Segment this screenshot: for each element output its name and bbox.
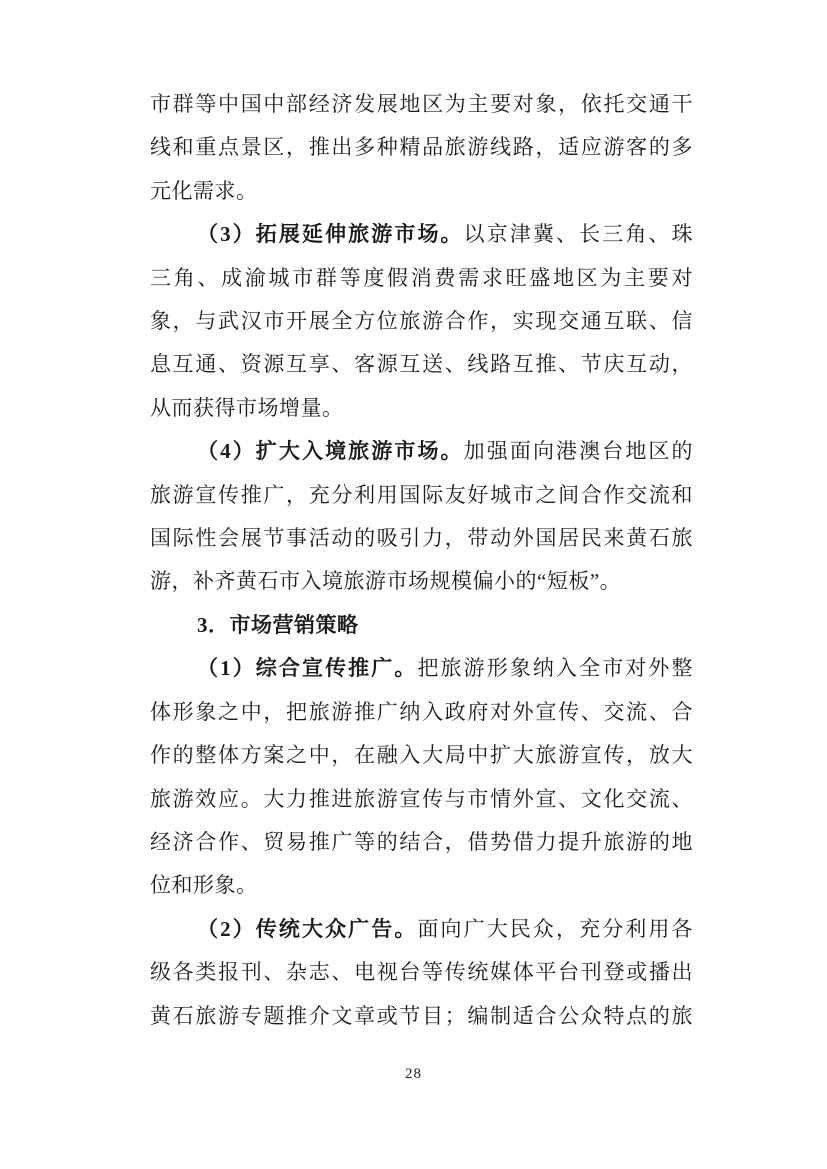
text-line (150, 387, 693, 430)
line-text: 把旅游形象纳入全市对外整 (417, 656, 693, 681)
text-line (150, 300, 693, 343)
text-line (150, 430, 693, 473)
line-text: 国际性会展节事活动的吸引力，带动外国居民来黄石旅 (150, 526, 693, 551)
line-text: 市群等中国中部经济发展地区为主要对象，依托交通干 (150, 92, 693, 116)
text-line (150, 908, 693, 951)
text-line (150, 170, 693, 213)
line-text: 面向广大民众，充分利用各 (417, 916, 693, 941)
line-text: 息互通、资源互享、客源互送、线路互推、节庆互动， (150, 352, 693, 377)
line-text: 三角、成渝城市群等度假消费需求旺盛地区为主要对 (150, 265, 693, 290)
line-text: 位和形象。 (150, 873, 258, 898)
text-line (150, 864, 693, 907)
line-text: 以京津冀、长三角、珠 (463, 222, 694, 247)
text-line (150, 257, 693, 300)
line-text: 级各类报刊、杂志、电视台等传统媒体平台刊登或播出 (150, 960, 693, 985)
text-line (150, 517, 693, 560)
text-line (150, 83, 693, 126)
line-text: 从而获得市场增量。 (150, 395, 344, 420)
text-line (150, 691, 693, 734)
line-text: 游，补齐黄石市入境旅游市场规模偏小的“短板”。 (150, 569, 622, 594)
line-text: 旅游宣传推广，充分利用国际友好城市之间合作交流和 (150, 482, 693, 507)
text-line (150, 821, 693, 864)
line-text: 黄石旅游专题推介文章或节目；编制适合公众特点的旅 (150, 1003, 693, 1028)
text-line (150, 213, 693, 256)
line-text: 体形象之中，把旅游推广纳入政府对外宣传、交流、合 (150, 699, 693, 724)
text-line (150, 734, 693, 777)
text-line (150, 951, 693, 994)
heading-lead: （1）综合宣传推广。 (197, 656, 418, 681)
text-line (150, 647, 693, 690)
text-line (150, 343, 693, 386)
heading-lead: （3）拓展延伸旅游市场。 (197, 222, 464, 247)
text-line (150, 126, 693, 169)
text-line (150, 560, 693, 603)
page-number: 28 (405, 1066, 422, 1082)
line-text: 线和重点景区，推出多种精品旅游线路，适应游客的多 (150, 135, 693, 160)
line-text: 象，与武汉市开展全方位旅游合作，实现交通互联、信 (150, 309, 693, 334)
heading-lead: （2）传统大众广告。 (197, 916, 418, 941)
text-line (150, 604, 693, 647)
text-line (150, 778, 693, 821)
heading-lead: 3．市场营销策略 (197, 612, 359, 637)
line-text: 作的整体方案之中，在融入大局中扩大旅游宣传，放大 (150, 743, 693, 768)
line-text: 经济合作、贸易推广等的结合，借势借力提升旅游的地 (150, 829, 693, 854)
heading-lead: （4）扩大入境旅游市场。 (197, 439, 464, 464)
text-line (150, 995, 693, 1038)
text-line (150, 474, 693, 517)
line-text: 元化需求。 (150, 178, 258, 203)
line-text: 加强面向港澳台地区的 (463, 439, 694, 464)
line-text: 旅游效应。大力推进旅游宣传与市情外宣、文化交流、 (150, 786, 693, 811)
text-block (150, 83, 693, 1038)
